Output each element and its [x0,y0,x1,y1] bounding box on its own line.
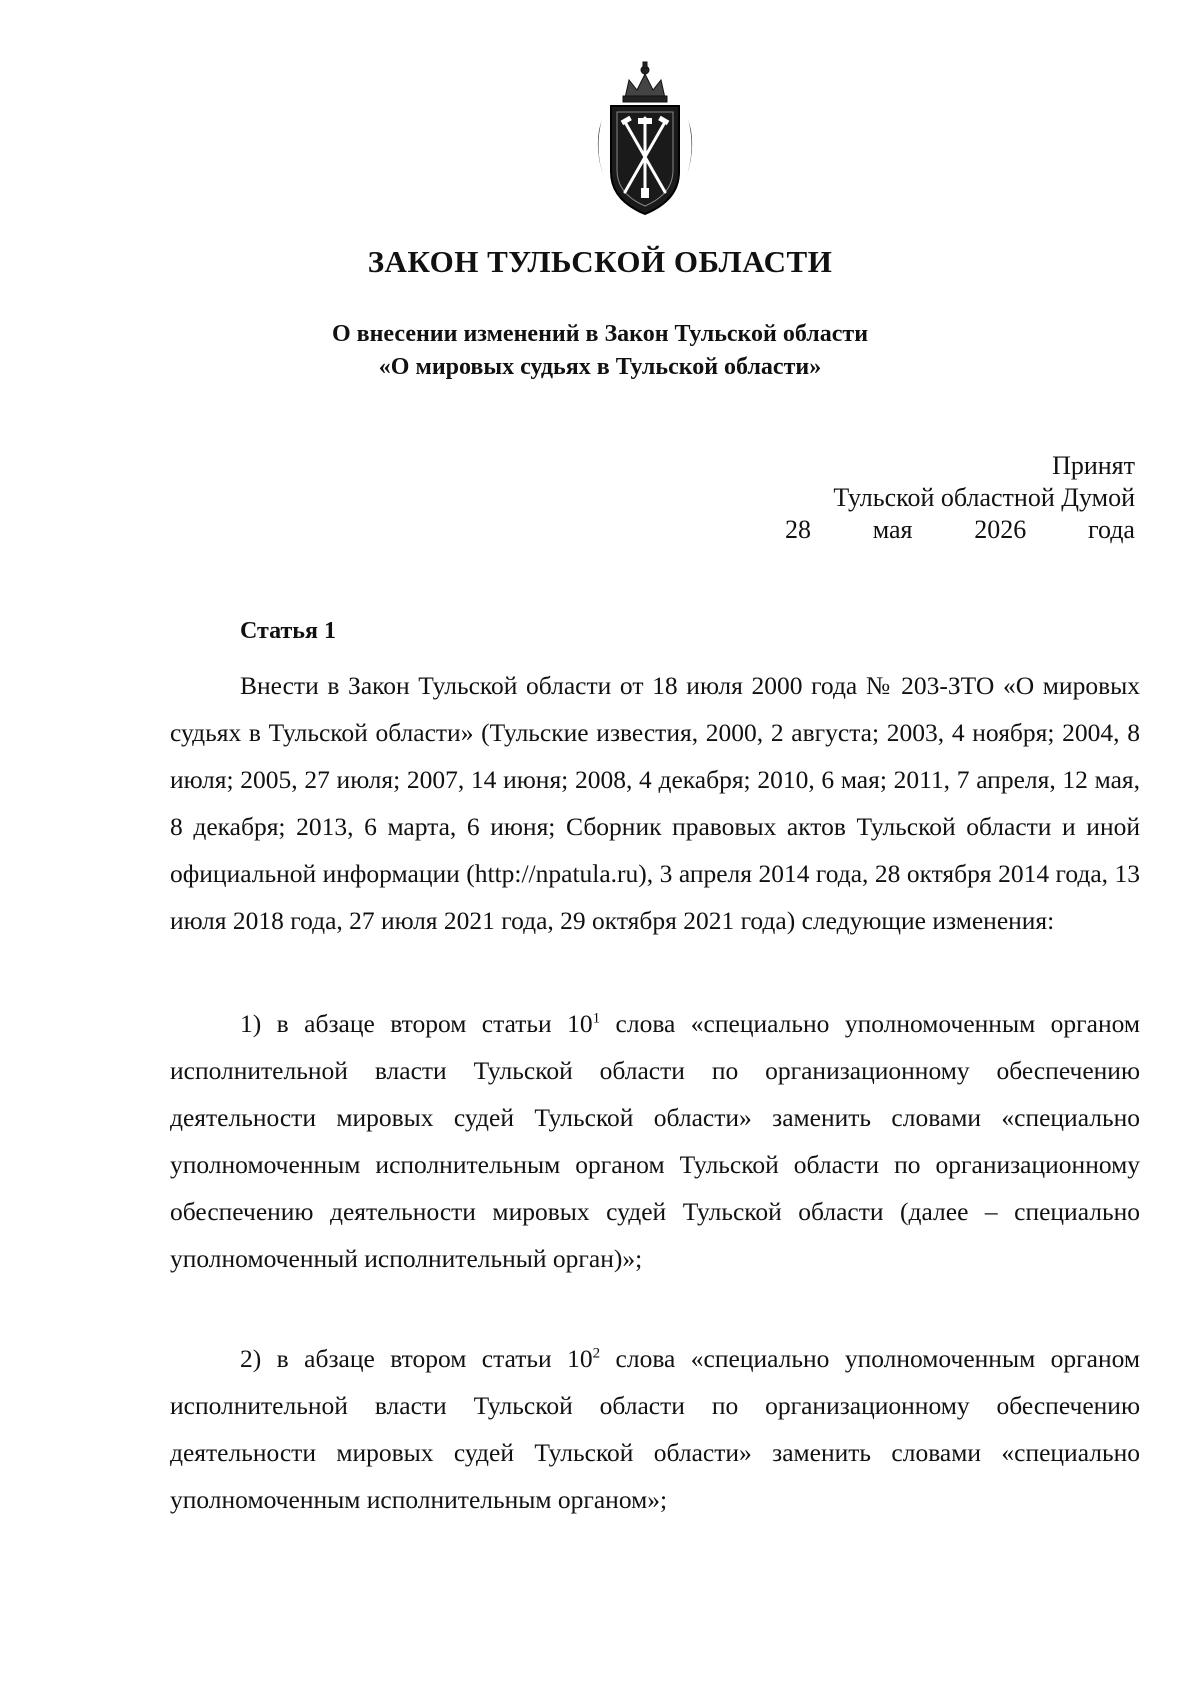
subtitle-line-1: О внесении изменений в Закон Тульской области [331,321,869,347]
law-title: ЗАКОН ТУЛЬСКОЙ ОБЛАСТИ [367,244,833,279]
item-2-prefix: 2) в абзаце втором статьи 10 [240,1344,593,1373]
item-1-superscript: 1 [592,1010,601,1027]
article-intro-paragraph: Внести в Закон Тульской области от 18 июля 2000 года № 203-ЗТО «О мировых судьях в Тульской области» (Тульские известия, 2000, 2 августа; 2003, 4 ноября; 2004, 8 июля; 2005, 27 июля; 2007, 14 июня; 2008, 4 декабря; 2010, 6 мая; 2011, 7 апреля, 12 мая, 8 декабря; 2013, 6 марта, 6 июня; Сборник правовых актов Тульской области и иной официальной информации (http://npatula.ru), 3 апреля 2014 года, 28 октября 2014 года, 13 июля 2018 года, 27 июля 2021 года, 29 октября 2021 года) следующие изменения: [170,671,1140,935]
adopted-by: Тульской областной Думой [833,483,1135,512]
adopted-word: Принят [1052,451,1135,480]
adoption-day: 28 [785,515,811,544]
adoption-month: мая [872,515,913,544]
item-1-prefix: 1) в абзаце втором статьи 10 [240,1009,593,1038]
subtitle-line-2: «О мировых судьях в Тульской области» [378,354,822,380]
adoption-block [785,450,1135,546]
adoption-date [785,514,1135,546]
article-item-1 [170,1000,1140,1282]
article-heading: Статья 1 [240,618,336,644]
law-subtitle [0,318,1200,384]
adoption-year-word: года [1087,515,1135,544]
article-item-2 [170,1335,1140,1523]
item-1-text: слова «специально уполномоченным органом исполнительной власти Тульской области по организационному обеспечению деятельности мировых судей Тульской области» заменить словами «специально уполномоченным исполнительным органом Тульской области по организационному обеспечению деятельности мировых судей Тульской области (далее – специально уполномоченный исполнительный орган)»; [170,1009,1140,1273]
item-2-text: слова «специально уполномоченным органом исполнительной власти Тульской области по организационному обеспечению деятельности мировых судей Тульской области» заменить словами «специально уполномоченным исполнительным органом»; [170,1344,1140,1514]
item-2-superscript: 2 [592,1345,601,1362]
coat-of-arms-emblem [585,60,705,220]
adoption-year: 2026 [974,515,1027,544]
